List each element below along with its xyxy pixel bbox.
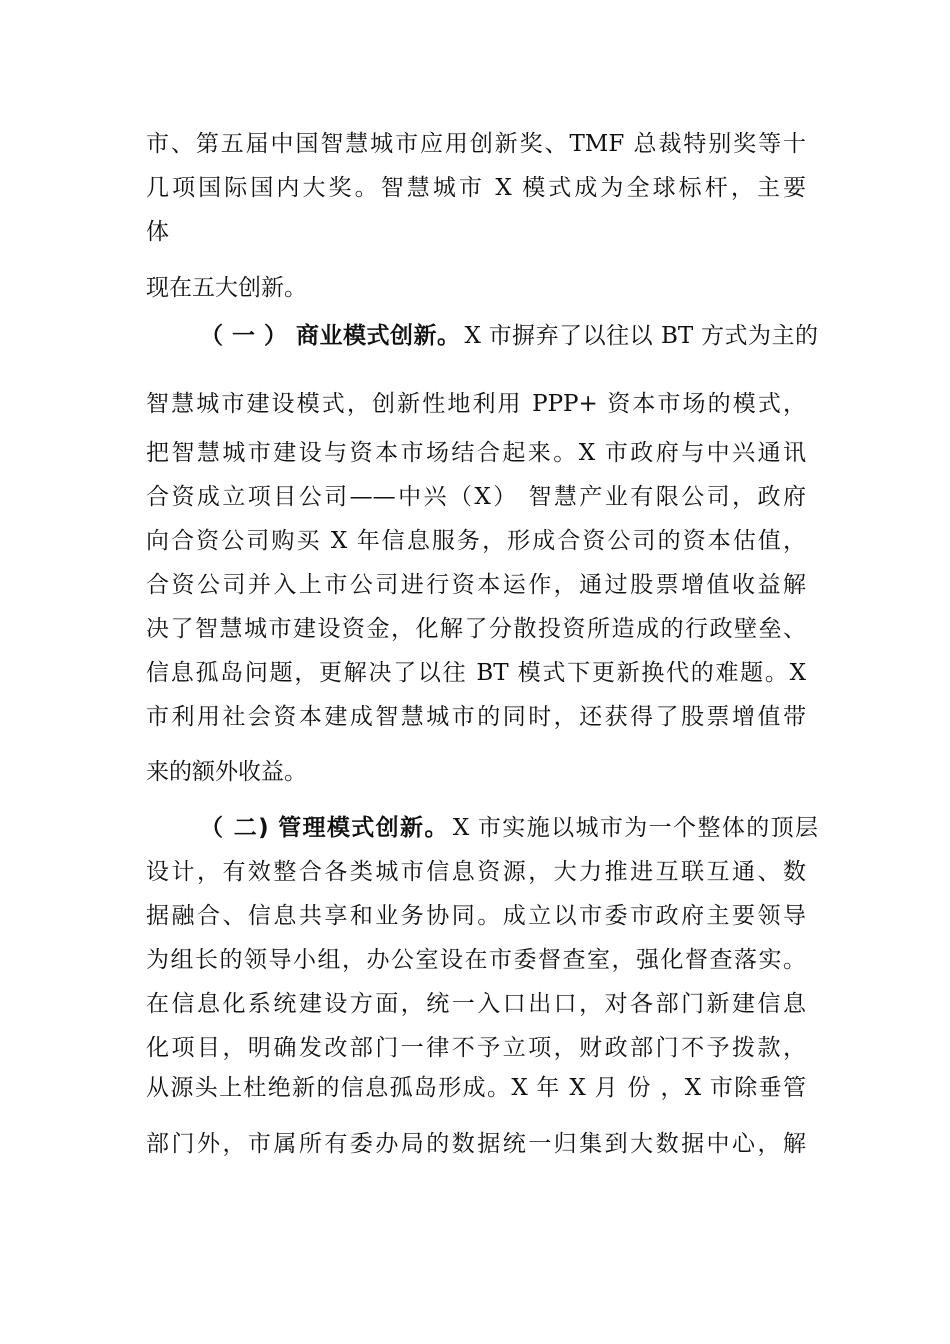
paragraph-line: 信息孤岛问题，更解决了以往 BT 模式下更新换代的难题。X [146, 660, 806, 686]
paragraph-line: 智慧城市建设模式，创新性地利用 PPP+ 资本市场的模式， [146, 391, 806, 417]
paragraph-line: 从源头上杜绝新的信息孤岛形成。X 年 X 月 份 ，X 市除垂管 [146, 1075, 806, 1101]
paragraph-line: 在信息化系统建设方面，统一入口出口，对各部门新建信息 [146, 991, 806, 1017]
section-heading-text: X 市实施以城市为一个整体的顶层 [452, 815, 818, 841]
paragraph-line: 据融合、信息共享和业务协同。成立以市委市政府主要领导 [146, 903, 806, 929]
section-heading: （ 一 ） 商业模式创新。 [200, 323, 461, 349]
section-heading-text: X 市摒弃了以往以 BT 方式为主的 [464, 323, 818, 349]
paragraph-line: 部门外，市属所有委办局的数据统一归集到大数据中心，解 [146, 1131, 806, 1157]
paragraph-line: 合资成立项目公司——中兴（X） 智慧产业有限公司，政府 [146, 484, 806, 510]
paragraph-line: 几项国际国内大奖。智慧城市 X 模式成为全球标杆，主要 [146, 175, 806, 201]
section-heading-line [200, 813, 818, 843]
paragraph-line: 市、第五届中国智慧城市应用创新奖、TMF 总裁特别奖等十 [146, 131, 806, 157]
paragraph-line: 现在五大创新。 [146, 275, 307, 301]
section-heading: （ 二) 管理模式创新。 [200, 815, 449, 841]
paragraph-line: 向合资公司购买 X 年信息服务，形成合资公司的资本估值， [146, 528, 806, 554]
paragraph-line: 把智慧城市建设与资本市场结合起来。X 市政府与中兴通讯 [146, 440, 806, 466]
paragraph-line: 市利用社会资本建成智慧城市的同时，还获得了股票增值带 [146, 704, 806, 730]
paragraph-line: 决了智慧城市建设资金，化解了分散投资所造成的行政壁垒、 [146, 616, 806, 642]
paragraph-line: 为组长的领导小组，办公室设在市委督查室，强化督查落实。 [146, 947, 806, 973]
paragraph-line: 化项目，明确发改部门一律不予立项，财政部门不予拨款， [146, 1035, 806, 1061]
paragraph-line: 体 [146, 219, 169, 245]
paragraph-line: 来的额外收益。 [146, 759, 307, 785]
paragraph-line: 合资公司并入上市公司进行资本运作，通过股票增值收益解 [146, 572, 806, 598]
section-heading-line [200, 321, 818, 351]
paragraph-line: 设计，有效整合各类城市信息资源，大力推进互联互通、数 [146, 859, 806, 885]
